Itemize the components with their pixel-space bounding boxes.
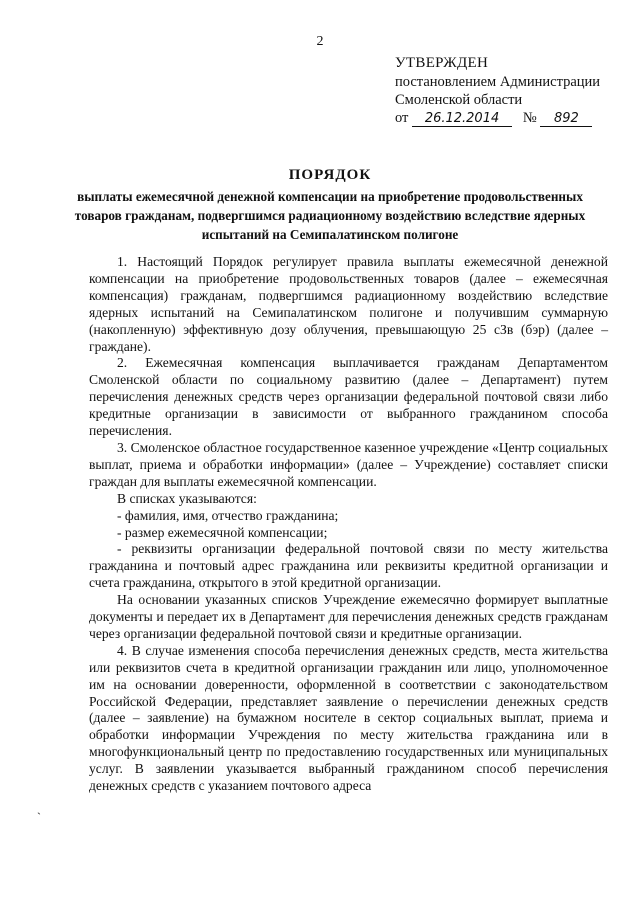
list-item-2: - размер ежемесячной компенсации; [117, 524, 328, 540]
title-main: ПОРЯДОК [288, 167, 372, 183]
approval-heading: УТВЕРЖДЕН [395, 55, 489, 71]
document-body [89, 254, 608, 795]
number-prefix: № [522, 110, 537, 126]
list-item-1: - фамилия, имя, отчество гражданина; [117, 507, 339, 523]
approval-line-2: Смоленской области [395, 92, 523, 108]
margin-mark: ` [37, 810, 41, 824]
handwritten-number: 892 [540, 112, 592, 127]
title-subtitle: выплаты ежемесячной денежной компенсации на приобретение продовольственных товаров гражданам, подвергшимся радиационному воздействию вследствие ядерных испытаний на Семипалатинском полигоне [74, 189, 586, 242]
paragraph-2: 2. Ежемесячная компенсация выплачивается гражданам Департаментом Смоленской области по социальному развитию (далее – Департамент) путем перечисления денежных средств через организации федеральной почтовой связи либо кредитные организации в зависимости от выбранного гражданином способа перечисления. [89, 355, 608, 439]
list-item-3: - реквизиты организации федеральной почтовой связи по месту жительства гражданина и почтовый адрес гражданина или реквизиты кредитной организации и счета гражданина, открытого в этой кредитной организации. [89, 541, 608, 591]
approval-date-line [395, 109, 625, 127]
handwritten-date: 26.12.2014 [412, 112, 512, 127]
approval-stamp [395, 54, 625, 127]
paragraph-3: 3. Смоленское областное государственное казенное учреждение «Центр социальных выплат, приема и обработки информации» (далее – Учреждение) составляет списки граждан для выплаты ежемесячной компенсации. [89, 439, 608, 489]
paragraph-1: 1. Настоящий Порядок регулирует правила выплаты ежемесячной денежной компенсации на приобретение продовольственных товаров (далее – ежемесячная компенсация) гражданам, подвергшимся радиационному воздействию вследствие ядерных испытаний на Семипалатинском полигоне и получившим суммарную (накопленную) эффективную дозу облучения, превышающую 25 сЗв (бэр) (далее – граждане). [89, 254, 608, 354]
list-intro: В списках указываются: [117, 490, 257, 506]
paragraph-lists-basis: На основании указанных списков Учреждение ежемесячно формирует выплатные документы и передает их в Департамент для перечисления денежных средств гражданам через организации федеральной почтовой связи и кредитные организации. [89, 592, 608, 641]
paragraph-4: 4. В случае изменения способа перечисления денежных средств, места жительства или реквизитов счета в кредитной организации гражданин или лицо, уполномоченное им на основании доверенности, оформленной в соответствии с законодательством Российской Федерации, представляет заявление о перечислении денежных средств (далее – заявление) на бумажном носителе в сектор социальных выплат, приема и обработки информации Учреждения по месту жительства гражданина или в многофункциональный центр по предоставлению государственных или муниципальных услуг. В заявлении указывается выбранный гражданином способ перечисления денежных средств с указанием почтового адреса [89, 642, 608, 794]
approval-line-1: постановлением Администрации [395, 74, 601, 90]
page-number: 2 [316, 34, 324, 49]
date-prefix: от [395, 110, 409, 126]
document-title [60, 167, 600, 244]
